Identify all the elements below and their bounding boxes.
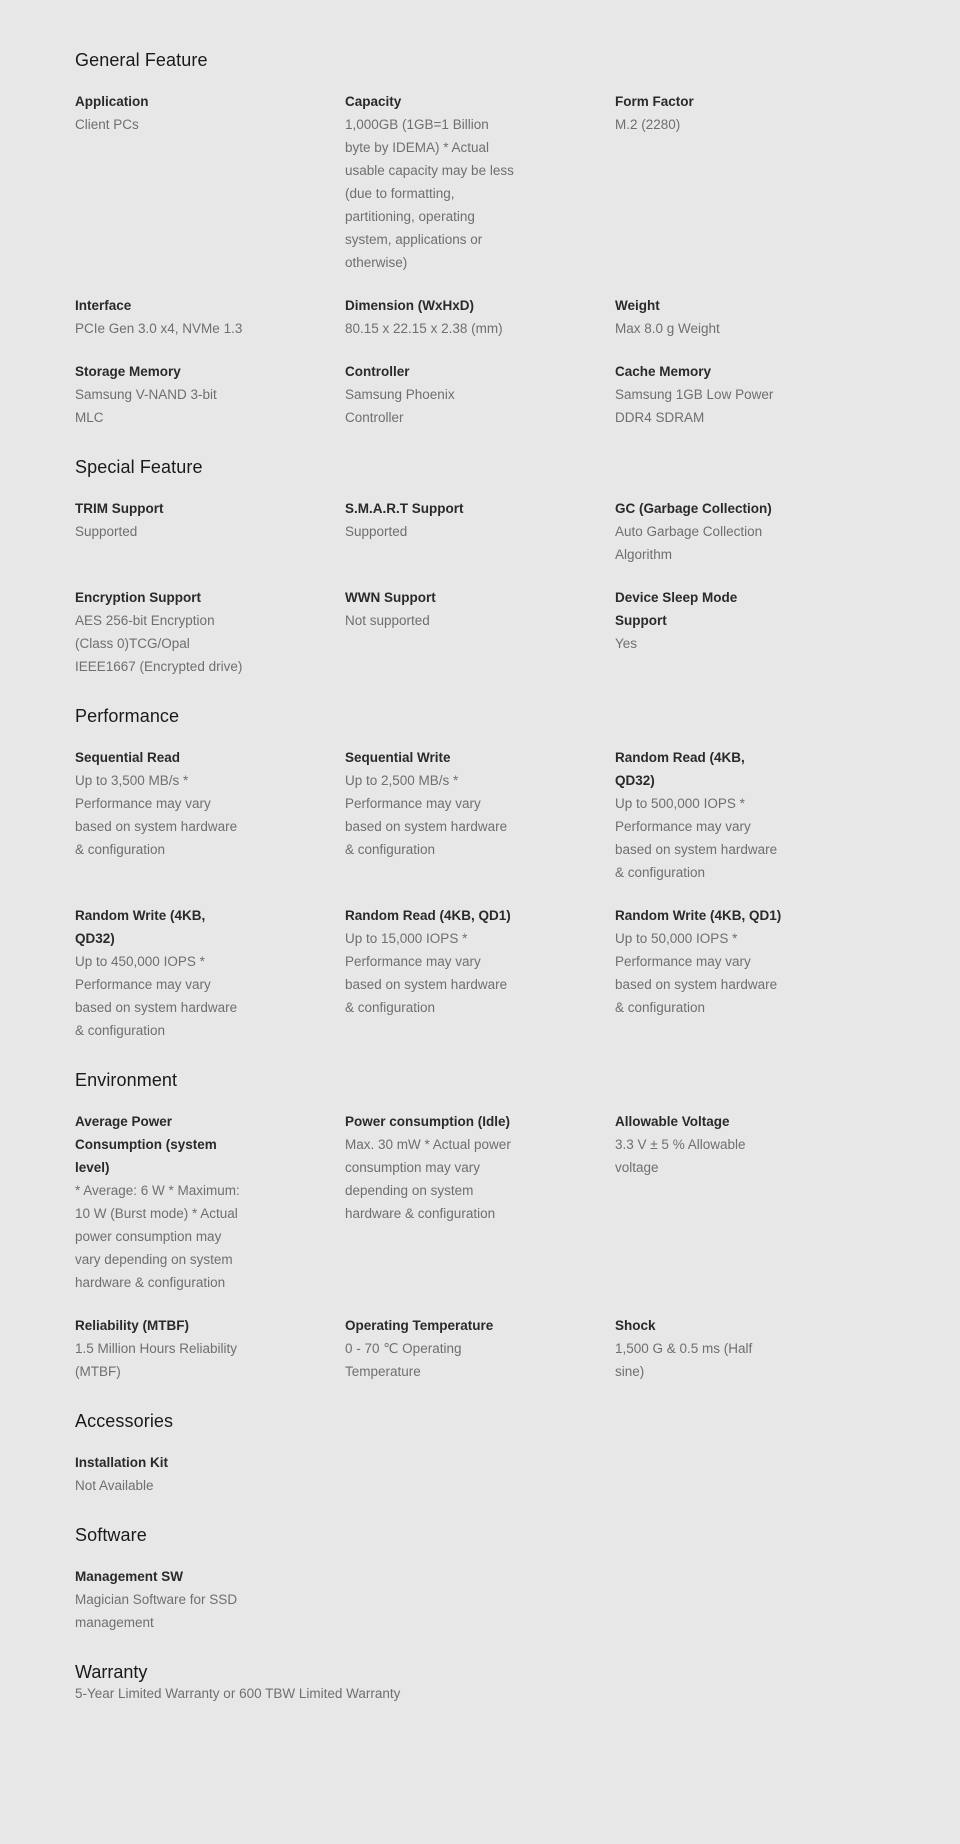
spec-value: Not Available bbox=[75, 1478, 154, 1493]
spec-value: AES 256-bit Encryption (Class 0)TCG/Opal IEEE1667 (Encrypted drive) bbox=[75, 613, 243, 674]
spec-label: Shock bbox=[615, 1318, 656, 1333]
spec-item bbox=[75, 904, 245, 1042]
spec-label: Application bbox=[75, 94, 149, 109]
spec-item bbox=[345, 1110, 515, 1294]
spec-sections bbox=[75, 48, 885, 1634]
section-title: Special Feature bbox=[75, 457, 203, 477]
spec-item bbox=[75, 586, 245, 678]
spec-item bbox=[345, 294, 515, 340]
spec-section bbox=[75, 1409, 885, 1497]
spec-item bbox=[75, 90, 245, 274]
spec-section bbox=[75, 1068, 885, 1383]
spec-value: Up to 15,000 IOPS * Performance may vary based on system hardware & configuration bbox=[345, 931, 508, 1015]
spec-value: 1.5 Million Hours Reliability (MTBF) bbox=[75, 1341, 238, 1379]
spec-section bbox=[75, 48, 885, 429]
warranty-section bbox=[75, 1660, 885, 1704]
spec-item bbox=[345, 90, 515, 274]
spec-label: Form Factor bbox=[615, 94, 694, 109]
section-title: Software bbox=[75, 1525, 147, 1545]
spec-label: Sequential Write bbox=[345, 750, 451, 765]
spec-item bbox=[75, 1314, 245, 1383]
spec-item bbox=[345, 360, 515, 429]
section-title: Performance bbox=[75, 706, 180, 726]
spec-value: Yes bbox=[615, 636, 638, 651]
spec-item bbox=[75, 1565, 245, 1634]
spec-label: Weight bbox=[615, 298, 660, 313]
spec-grid bbox=[75, 497, 885, 678]
spec-item bbox=[615, 497, 785, 566]
spec-item bbox=[75, 294, 245, 340]
spec-label: WWN Support bbox=[345, 590, 436, 605]
warranty-title: Warranty bbox=[75, 1662, 148, 1682]
section-title: General Feature bbox=[75, 50, 208, 70]
spec-label: Device Sleep Mode Support bbox=[615, 590, 738, 628]
spec-label: Reliability (MTBF) bbox=[75, 1318, 189, 1333]
spec-label: Power consumption (Idle) bbox=[345, 1114, 511, 1129]
spec-item bbox=[615, 1314, 785, 1383]
spec-value: Up to 50,000 IOPS * Performance may vary based on system hardware & configuration bbox=[615, 931, 778, 1015]
spec-value: 0 - 70 ℃ Operating Temperature bbox=[345, 1341, 462, 1379]
spec-item bbox=[345, 904, 515, 1042]
spec-value: Up to 2,500 MB/s * Performance may vary based on system hardware & configuration bbox=[345, 773, 508, 857]
spec-value: Magician Software for SSD management bbox=[75, 1592, 238, 1630]
spec-label: Random Read (4KB, QD1) bbox=[345, 908, 511, 923]
spec-label: Encryption Support bbox=[75, 590, 201, 605]
spec-label: GC (Garbage Collection) bbox=[615, 501, 772, 516]
spec-item bbox=[615, 294, 785, 340]
section-title: Environment bbox=[75, 1070, 178, 1090]
spec-grid bbox=[75, 90, 885, 429]
spec-label: TRIM Support bbox=[75, 501, 164, 516]
spec-value: Supported bbox=[75, 524, 138, 539]
spec-label: Random Read (4KB, QD32) bbox=[615, 750, 745, 788]
spec-label: Operating Temperature bbox=[345, 1318, 494, 1333]
spec-grid bbox=[75, 746, 885, 1042]
spec-value: Samsung Phoenix Controller bbox=[345, 387, 455, 425]
spec-value: 1,500 G & 0.5 ms (Half sine) bbox=[615, 1341, 753, 1379]
spec-section bbox=[75, 704, 885, 1042]
spec-value: Up to 3,500 MB/s * Performance may vary based on system hardware & configuration bbox=[75, 773, 238, 857]
spec-item bbox=[345, 586, 515, 678]
spec-item bbox=[345, 497, 515, 566]
spec-value: Supported bbox=[345, 524, 408, 539]
spec-item bbox=[615, 90, 785, 274]
spec-item bbox=[615, 586, 785, 678]
spec-item bbox=[345, 746, 515, 884]
spec-grid bbox=[75, 1565, 885, 1634]
spec-item bbox=[615, 904, 785, 1042]
spec-value: Auto Garbage Collection Algorithm bbox=[615, 524, 763, 562]
spec-value: 3.3 V ± 5 % Allowable voltage bbox=[615, 1137, 746, 1175]
spec-label: Cache Memory bbox=[615, 364, 712, 379]
spec-value: * Average: 6 W * Maximum: 10 W (Burst mode) * Actual power consumption may vary depending on system hardware & configuration bbox=[75, 1183, 240, 1290]
spec-item bbox=[75, 360, 245, 429]
spec-section bbox=[75, 1523, 885, 1634]
spec-value: M.2 (2280) bbox=[615, 117, 681, 132]
spec-value: 80.15 x 22.15 x 2.38 (mm) bbox=[345, 321, 503, 336]
spec-section bbox=[75, 455, 885, 678]
spec-label: Random Write (4KB, QD32) bbox=[75, 908, 206, 946]
spec-label: Capacity bbox=[345, 94, 402, 109]
spec-item bbox=[75, 1451, 245, 1497]
spec-value: Up to 500,000 IOPS * Performance may vary based on system hardware & configuration bbox=[615, 796, 778, 880]
spec-value: Client PCs bbox=[75, 117, 139, 132]
spec-label: Average Power Consumption (system level) bbox=[75, 1114, 217, 1175]
spec-label: Sequential Read bbox=[75, 750, 181, 765]
warranty-text: 5-Year Limited Warranty or 600 TBW Limited Warranty bbox=[75, 1686, 401, 1701]
spec-value: Up to 450,000 IOPS * Performance may vary based on system hardware & configuration bbox=[75, 954, 238, 1038]
spec-item bbox=[615, 1110, 785, 1294]
section-title: Accessories bbox=[75, 1411, 174, 1431]
spec-grid bbox=[75, 1451, 885, 1497]
spec-label: S.M.A.R.T Support bbox=[345, 501, 464, 516]
spec-label: Interface bbox=[75, 298, 132, 313]
spec-item bbox=[75, 1110, 245, 1294]
spec-value: Samsung V-NAND 3-bit MLC bbox=[75, 387, 217, 425]
spec-grid bbox=[75, 1110, 885, 1383]
spec-value: 1,000GB (1GB=1 Billion byte by IDEMA) * Actual usable capacity may be less (due to formatting, partitioning, operating system, applications or otherwise) bbox=[345, 117, 514, 270]
spec-value: Max. 30 mW * Actual power consumption may vary depending on system hardware & configuration bbox=[345, 1137, 511, 1221]
spec-label: Management SW bbox=[75, 1569, 184, 1584]
spec-item bbox=[75, 497, 245, 566]
spec-label: Installation Kit bbox=[75, 1455, 169, 1470]
spec-item bbox=[345, 1314, 515, 1383]
spec-item bbox=[75, 746, 245, 884]
spec-label: Dimension (WxHxD) bbox=[345, 298, 475, 313]
spec-value: Not supported bbox=[345, 613, 430, 628]
spec-item bbox=[615, 360, 785, 429]
spec-item bbox=[615, 746, 785, 884]
spec-value: PCIe Gen 3.0 x4, NVMe 1.3 bbox=[75, 321, 243, 336]
spec-label: Controller bbox=[345, 364, 410, 379]
spec-value: Samsung 1GB Low Power DDR4 SDRAM bbox=[615, 387, 774, 425]
spec-label: Allowable Voltage bbox=[615, 1114, 730, 1129]
spec-label: Storage Memory bbox=[75, 364, 181, 379]
spec-value: Max 8.0 g Weight bbox=[615, 321, 720, 336]
spec-label: Random Write (4KB, QD1) bbox=[615, 908, 782, 923]
